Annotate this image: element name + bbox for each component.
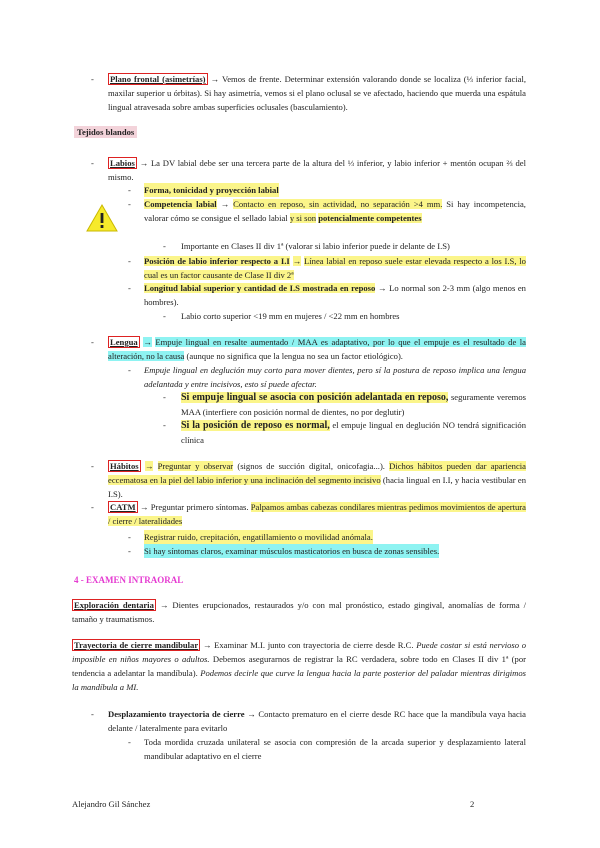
arrow-icon: → bbox=[202, 640, 212, 650]
arrow-icon: → bbox=[220, 199, 230, 209]
catm-bullet-1-text: Registrar ruido, crepitación, engatillamiento o movilidad anómala. bbox=[144, 532, 373, 542]
labios-text: La DV labial debe ser una tercera parte de la altura del ⅓ inferior, y labio inferior + mentón ocupan ⅔ del mismo. bbox=[108, 158, 527, 182]
lengua-si1-text: seguramente veremos MAA (interfiere con posición normal de dientes, no por deglutir) bbox=[181, 392, 526, 417]
catm-text: Preguntar primero síntomas. bbox=[150, 502, 249, 512]
desplazamiento-sub-text: Toda mordida cruzada unilateral se asocia con compresión de la arcada superior y desplazamiento lateral mandibular adaptativo en el cierre bbox=[144, 737, 526, 761]
exploracion-paragraph bbox=[72, 598, 526, 626]
desplazamiento-text: Contacto prematuro en el cierre desde RC hace que la mandíbula vaya hacia delante / lateralmente para evitarlo bbox=[108, 709, 527, 733]
plano-frontal-text: Vemos de frente. Determinar extensión valorando donde se localiza (⅓ inferior facial, maxilar superior u órbitas). Si hay asimetría, vemos si el plano oclusal se ve afectado, haciendo que muerda una espátula lingual atravesada sobre ambas superficies oclusales (basculamiento). bbox=[108, 74, 526, 112]
labios-forma: Forma, tonicidad y proyección labial bbox=[144, 185, 279, 195]
footer-page-number: 2 bbox=[470, 799, 475, 809]
trayectoria-italic-1: Puede costar si está nervioso o imposible en niños mayores o adultos. bbox=[72, 640, 527, 664]
bullet-dash: - bbox=[91, 74, 94, 84]
habitos-highlight-2: Dichos hábitos pueden dar apariencia eccematosa en la piel del labio inferior y una inclinación del segmento incisivo bbox=[108, 461, 526, 485]
importante-text: Importante en Clases II div 1ª (valorar si labio inferior puede ir delante de I.S) bbox=[181, 241, 450, 251]
posicion-labio-paragraph bbox=[144, 254, 526, 282]
trayectoria-text-2: Debemos asegurarnos de registrar la RC verdadera, sobre todo en Clases II div 1ª (por tendencia a adelantar la mandíbula). bbox=[72, 654, 527, 678]
competencia-text-2: Si hay incompetencia, valorar cómo se consigue el sellado labial bbox=[144, 199, 526, 223]
posicion-labio-label: Posición de labio inferior respecto a I.I bbox=[144, 256, 290, 266]
catm-highlight: Palpamos ambas cabezas condilares mientras pedimos movimientos de apertura / cierre / lateralidades bbox=[108, 502, 526, 526]
desplazamiento-paragraph bbox=[108, 707, 526, 735]
catm-paragraph bbox=[108, 500, 526, 528]
bullet-dash: - bbox=[91, 337, 94, 347]
tejidos-heading-wrap bbox=[74, 125, 137, 139]
plano-frontal-paragraph bbox=[108, 72, 526, 114]
arrow-icon: → bbox=[210, 74, 220, 84]
lengua-paragraph bbox=[108, 335, 526, 363]
bullet-dash: - bbox=[163, 392, 166, 402]
footer-author: Alejandro Gil Sánchez bbox=[72, 799, 151, 809]
habitos-text-2: (hacia lingual en I.I, y hacia vestibular en I.S). bbox=[108, 475, 526, 499]
desplazamiento-label: Desplazamiento trayectoria de cierre bbox=[108, 709, 245, 719]
section-heading-wrap bbox=[74, 573, 183, 587]
arrow-icon: → bbox=[143, 337, 152, 347]
arrow-icon: → bbox=[377, 283, 387, 293]
labios-paragraph bbox=[108, 156, 526, 184]
posicion-labio-text: Línea labial en reposo suele estar elevada respecto a los I.S, lo cual es un factor causante de Clase II div 2ª bbox=[144, 256, 526, 280]
arrow-icon: → bbox=[159, 600, 169, 610]
arrow-icon: → bbox=[139, 502, 149, 512]
plano-frontal-label: Plano frontal (asimetrías) bbox=[110, 74, 206, 84]
habitos-highlight-1: Preguntar y observar bbox=[157, 461, 234, 471]
habitos-paragraph bbox=[108, 459, 526, 501]
competencia-text-3: y si son bbox=[289, 213, 317, 223]
lengua-si2-bold: Si la posición de reposo es normal, bbox=[181, 420, 330, 431]
bullet-dash: - bbox=[91, 158, 94, 168]
trayectoria-paragraph bbox=[72, 638, 526, 694]
competencia-bold: potencialmente competentes bbox=[318, 213, 422, 223]
trayectoria-label: Trayectoria de cierre mandibular bbox=[74, 640, 199, 650]
lengua-rest: (aunque no significa que la lengua no sea un factor etiológico). bbox=[186, 351, 403, 361]
lengua-italic-text: Empuje lingual en deglución muy corto para mover dientes, pero sí la postura de reposo implica una lengua adelantada y entre incisivos, esto sí puede afectar. bbox=[144, 365, 526, 389]
bullet-dash: - bbox=[128, 256, 131, 266]
habitos-text-1: (signos de succión digital, onicofagia...). bbox=[237, 461, 385, 471]
lengua-si2-paragraph bbox=[181, 418, 526, 447]
longitud-labial-text: Lo normal son 2-3 mm (algo menos en hombres). bbox=[144, 283, 526, 307]
competencia-paragraph bbox=[144, 197, 526, 225]
bullet-dash: - bbox=[128, 532, 131, 542]
lengua-si1-paragraph bbox=[181, 390, 526, 419]
bullet-dash: - bbox=[128, 737, 131, 747]
competencia-label: Competencia labial bbox=[144, 199, 217, 209]
exploracion-text: Dientes erupcionados, restaurados y/o con mal pronóstico, estado gingival, anomalías de forma / tamaño y traumatismos. bbox=[72, 600, 526, 624]
bullet-dash: - bbox=[128, 199, 131, 209]
lengua-si2-text: el empuje lingual en deglución NO tendrá significación clínica bbox=[181, 420, 526, 445]
trayectoria-italic-2: Podemos decirle que curve la lengua hacia la parte posterior del paladar mientras dirigimos la mandíbula a MI. bbox=[72, 668, 526, 692]
bullet-dash: - bbox=[128, 283, 131, 293]
labio-corto-text: Labio corto superior <19 mm en mujeres / <22 mm en hombres bbox=[181, 311, 400, 321]
longitud-labial-label: Longitud labial superior y cantidad de I.S mostrada en reposo bbox=[144, 283, 376, 293]
bullet-dash: - bbox=[163, 420, 166, 430]
arrow-icon: → bbox=[139, 158, 149, 168]
tejidos-heading: Tejidos blandos bbox=[74, 126, 137, 138]
lengua-label: Lengua bbox=[110, 337, 138, 347]
bullet-dash: - bbox=[91, 461, 94, 471]
trayectoria-text-1: Examinar M.I. junto con trayectoria de cierre desde R.C. bbox=[214, 640, 414, 650]
bullet-dash: - bbox=[91, 502, 94, 512]
competencia-text: Contacto en reposo, sin actividad, no separación >4 mm. bbox=[233, 199, 443, 209]
catm-bullet-2-text: Si hay síntomas claros, examinar músculos masticatorios en busca de zonas sensibles. bbox=[144, 546, 440, 556]
labios-label: Labios bbox=[110, 158, 135, 168]
longitud-labial-paragraph bbox=[144, 281, 526, 309]
exploracion-label: Exploración dentaria bbox=[74, 600, 154, 610]
bullet-dash: - bbox=[91, 709, 94, 719]
arrow-icon: → bbox=[292, 256, 302, 266]
catm-label: CATM bbox=[110, 502, 136, 512]
warning-icon bbox=[86, 204, 118, 232]
bullet-dash: - bbox=[163, 311, 166, 321]
lengua-highlight: Empuje lingual en resalte aumentado / MAA es adaptativo, por lo que el empuje es el resultado de la alteración, no la causa bbox=[108, 337, 526, 361]
arrow-icon: → bbox=[144, 461, 154, 471]
bullet-dash: - bbox=[163, 241, 166, 251]
arrow-icon: → bbox=[247, 709, 256, 719]
lengua-si1-bold: Si empuje lingual se asocia con posición adelantada en reposo, bbox=[181, 392, 449, 403]
section-heading: 4 - EXAMEN INTRAORAL bbox=[74, 575, 184, 585]
bullet-dash: - bbox=[128, 185, 131, 195]
habitos-label: Hábitos bbox=[110, 461, 139, 471]
bullet-dash: - bbox=[128, 546, 131, 556]
bullet-dash: - bbox=[128, 365, 131, 375]
